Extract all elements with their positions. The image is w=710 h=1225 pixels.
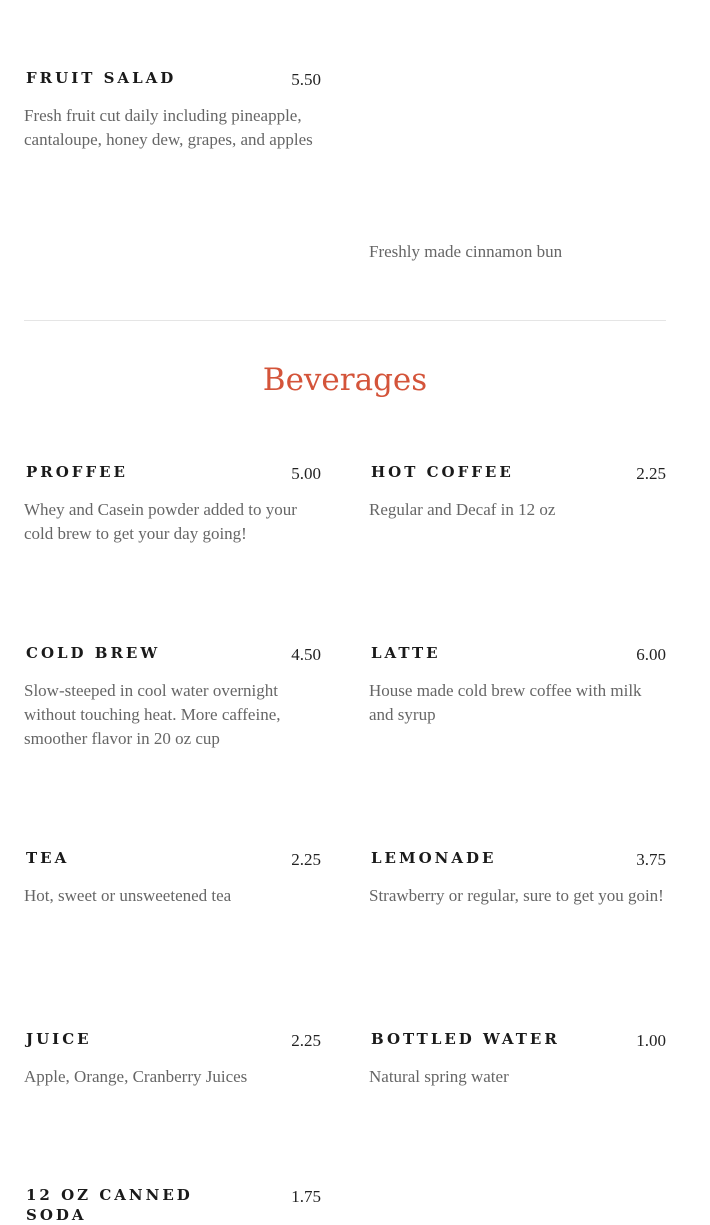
menu-item-description: Apple, Orange, Cranberry Juices	[24, 1067, 248, 1086]
section-title-beverages: Beverages	[262, 362, 428, 398]
menu-item-header	[24, 462, 321, 486]
menu-item-name: BOTTLED WATER	[371, 1030, 560, 1048]
menu-item-header	[24, 1029, 321, 1053]
menu-item-hot-coffee	[369, 462, 666, 522]
menu-item-header	[369, 848, 666, 872]
section-divider	[24, 320, 666, 321]
menu-item-name: LATTE	[371, 644, 441, 662]
menu-item-latte	[369, 643, 666, 727]
menu-item-fruit-salad	[24, 68, 321, 152]
menu-item-price: 3.75	[636, 850, 666, 869]
menu-item-cinnamon-bun-description: Freshly made cinnamon bun	[369, 242, 563, 261]
menu-item-price: 5.00	[291, 464, 321, 483]
menu-item-description: Hot, sweet or unsweetened tea	[24, 886, 232, 905]
menu-item-header	[24, 848, 321, 872]
menu-item-canned-soda	[24, 1185, 321, 1224]
menu-item-name: 12 OZ CANNED SODA	[26, 1186, 193, 1224]
menu-item-header	[24, 643, 321, 667]
menu-item-name: COLD BREW	[26, 644, 161, 662]
menu-item-name: HOT COFFEE	[371, 463, 514, 481]
menu-item-description: Regular and Decaf in 12 oz	[369, 500, 556, 519]
menu-item-price: 2.25	[636, 464, 666, 483]
menu-item-header	[369, 462, 666, 486]
menu-item-name: TEA	[26, 849, 70, 867]
menu-item-description: Natural spring water	[369, 1067, 509, 1086]
menu-item-price: 2.25	[291, 1031, 321, 1050]
menu-item-description: House made cold brew coffee with milk and syrup	[369, 681, 642, 724]
menu-item-description: Whey and Casein powder added to your cold brew to get your day going!	[24, 500, 297, 543]
menu-item-header	[24, 1185, 321, 1224]
menu-item-price: 6.00	[636, 645, 666, 664]
menu-item-header	[369, 1029, 666, 1053]
menu-item-price: 4.50	[291, 645, 321, 664]
menu-item-name: LEMONADE	[371, 849, 497, 867]
menu-item-lemonade	[369, 848, 666, 908]
menu-item-name: PROFFEE	[26, 463, 128, 481]
menu-item-tea	[24, 848, 321, 908]
menu-item-name: FRUIT SALAD	[26, 69, 177, 87]
menu-item-header	[369, 643, 666, 667]
menu-item-price: 1.00	[636, 1031, 666, 1050]
menu-item-description: Fresh fruit cut daily including pineapple, cantaloupe, honey dew, grapes, and apples	[24, 106, 313, 149]
menu-item-name: JUICE	[26, 1030, 92, 1048]
menu-item-price: 2.25	[291, 850, 321, 869]
menu-item-description: Slow-steeped in cool water overnight without touching heat. More caffeine, smoother flavor in 20 oz cup	[24, 681, 281, 748]
menu-item-header	[24, 68, 321, 92]
menu-item-price: 1.75	[291, 1187, 321, 1206]
menu-item-bottled-water	[369, 1029, 666, 1089]
menu-item-price: 5.50	[291, 70, 321, 89]
menu-item-proffee	[24, 462, 321, 546]
menu-item-cold-brew	[24, 643, 321, 751]
menu-item-description: Strawberry or regular, sure to get you goin!	[369, 886, 664, 905]
menu-item-juice	[24, 1029, 321, 1089]
